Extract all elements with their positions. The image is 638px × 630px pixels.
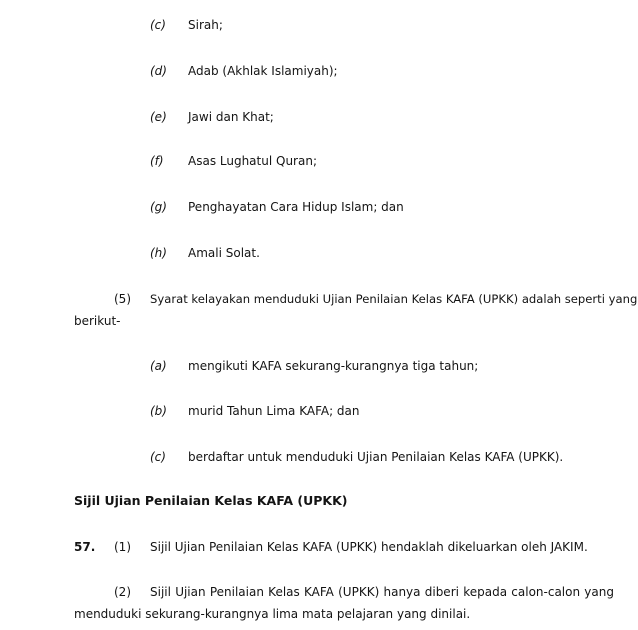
list-item-label-h: (h) bbox=[150, 246, 167, 260]
list-item-label-d: (d) bbox=[150, 64, 167, 78]
list-item-label-c: (c) bbox=[150, 18, 166, 32]
list-item-label-e: (e) bbox=[150, 110, 167, 124]
section-number-57: 57. bbox=[74, 540, 96, 554]
paragraph-5-line-2: berikut- bbox=[74, 314, 121, 328]
subsection-number-1: (1) bbox=[114, 540, 131, 554]
list-item-penghayatan: Penghayatan Cara Hidup Islam; dan bbox=[188, 200, 404, 214]
list-item-adab: Adab (Akhlak Islamiyah); bbox=[188, 64, 338, 78]
subsection-2-line-1: Sijil Ujian Penilaian Kelas KAFA (UPKK) hanya diberi kepada calon-calon yang bbox=[150, 585, 614, 599]
condition-label-a: (a) bbox=[150, 359, 167, 373]
subsection-1-text: Sijil Ujian Penilaian Kelas KAFA (UPKK) hendaklah dikeluarkan oleh JAKIM. bbox=[150, 540, 588, 554]
subsection-2-line-2: menduduki sekurang-kurangnya lima mata pelajaran yang dinilai. bbox=[74, 607, 471, 621]
condition-item-c: berdaftar untuk menduduki Ujian Penilaian Kelas KAFA (UPKK). bbox=[188, 450, 564, 464]
list-item-sirah: Sirah; bbox=[188, 18, 223, 32]
list-item-amali: Amali Solat. bbox=[188, 246, 260, 260]
paragraph-number-5: (5) bbox=[114, 292, 131, 306]
condition-item-a: mengikuti KAFA sekurang-kurangnya tiga tahun; bbox=[188, 359, 479, 373]
subsection-number-2: (2) bbox=[114, 585, 131, 599]
list-item-jawi: Jawi dan Khat; bbox=[188, 110, 274, 124]
condition-item-b: murid Tahun Lima KAFA; dan bbox=[188, 404, 360, 418]
condition-label-c: (c) bbox=[150, 450, 166, 464]
list-item-lughatul: Asas Lughatul Quran; bbox=[188, 154, 317, 168]
list-item-label-f: (f) bbox=[150, 154, 164, 168]
list-item-label-g: (g) bbox=[150, 200, 167, 214]
section-heading: Sijil Ujian Penilaian Kelas KAFA (UPKK) bbox=[74, 493, 348, 508]
condition-label-b: (b) bbox=[150, 404, 167, 418]
paragraph-5-line-1: Syarat kelayakan menduduki Ujian Penilaian Kelas KAFA (UPKK) adalah seperti yang bbox=[150, 292, 638, 306]
